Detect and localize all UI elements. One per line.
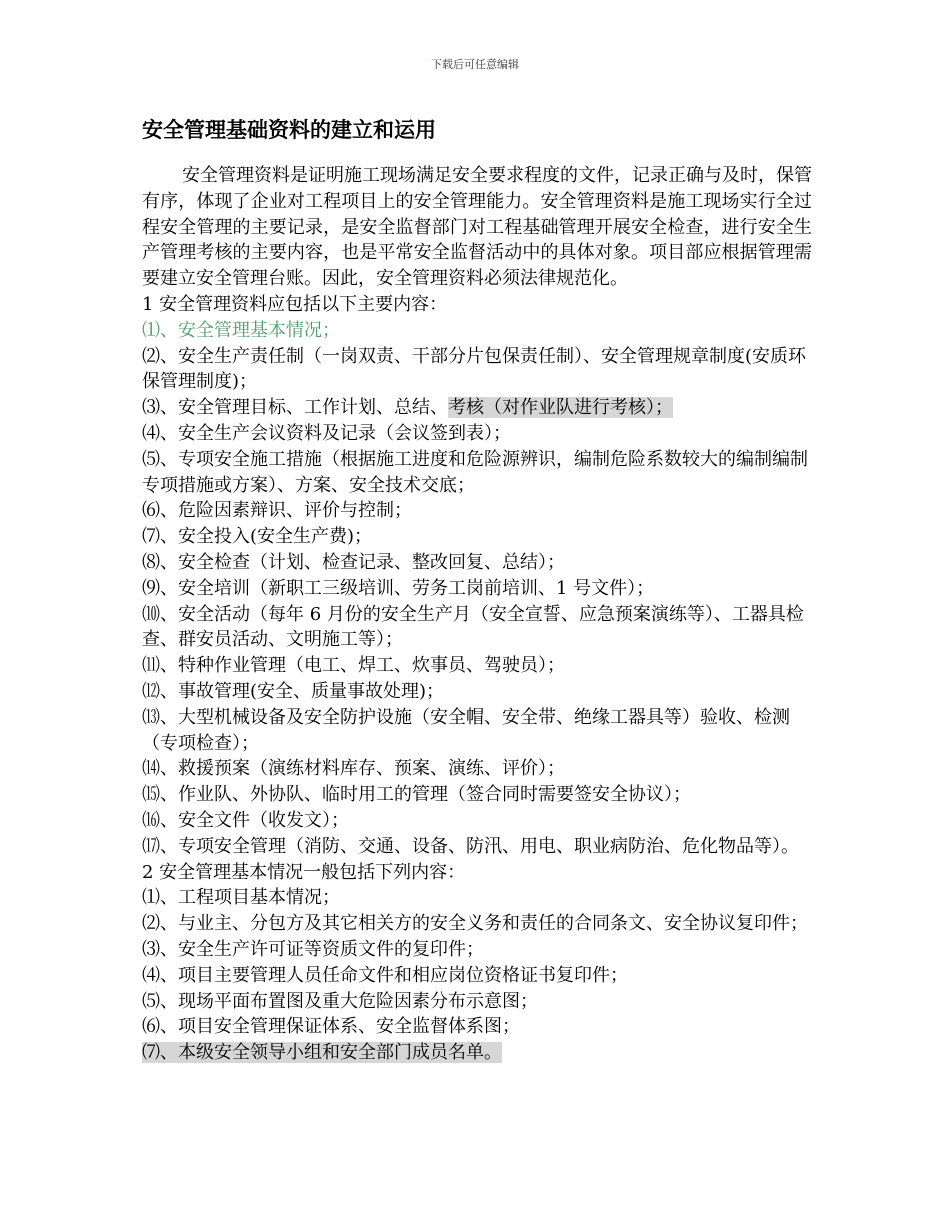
- section1-item-2: ⑵、安全生产责任制（一岗双责、干部分片包保责任制）、安全管理规章制度(安质环保管理制度)；: [142, 345, 807, 393]
- section1-item-3: [142, 395, 812, 421]
- section2-item-6: ⑹、项目安全管理保证体系、安全监督体系图；: [142, 1016, 520, 1038]
- section1-item-7: ⑺、安全投入(安全生产费)；: [142, 526, 373, 548]
- section1-item-3-text: ⑶、安全管理目标、工作计划、总结、: [142, 397, 448, 419]
- section1-item-5: ⑸、专项安全施工措施（根据施工进度和危险源辨识，编制危险系数较大的编制编制专项措施或方案）、方案、安全技术交底；: [142, 448, 808, 496]
- section1-item-10: ⑽、安全活动（每年 6 月份的安全生产月（安全宣誓、应急预案演练等）、工器具检查、群安员活动、文明施工等）；: [142, 603, 804, 651]
- section1-item-16: ⒃、安全文件（收发文）；: [142, 809, 349, 831]
- section1-item-4: ⑷、安全生产会议资料及记录（会议签到表）；: [142, 422, 511, 444]
- section1-item-17: ⒄、专项安全管理（消防、交通、设备、防汛、用电、职业病防治、危化物品等）。: [142, 835, 799, 857]
- section2-item-3: ⑶、安全生产许可证等资质文件的复印件；: [142, 938, 484, 960]
- section1-heading: 1 安全管理资料应包括以下主要内容：: [142, 293, 448, 315]
- section1-item-8: ⑻、安全检查（计划、检查记录、整改回复、总结）；: [142, 551, 565, 573]
- document-body: [142, 163, 812, 1066]
- document-title: 安全管理基础资料的建立和运用: [142, 118, 436, 142]
- section1-item-14: ⒁、救援预案（演练材料库存、预案、演练、评价）；: [142, 758, 565, 780]
- section1-item-1: ⑴、安全管理基本情况；: [142, 319, 340, 341]
- intro-paragraph: 安全管理资料是证明施工现场满足安全要求程度的文件，记录正确与及时，保管有序，体现了企业对工程项目上的安全管理能力。安全管理资料是施工现场实行全过程安全管理的主要记录，是安全监督部门对工程基础管理开展安全检查，进行安全生产管理考核的主要内容，也是平常安全监督活动中的具体对象。项目部应根据管理需要建立安全管理台账。因此，安全管理资料必须法律规范化。: [142, 165, 812, 290]
- section2-item-2: ⑵、与业主、分包方及其它相关方的安全义务和责任的合同条文、安全协议复印件；: [142, 913, 808, 935]
- section2-heading: 2 安全管理基本情况一般包括下列内容：: [142, 861, 466, 883]
- section1-item-15: ⒂、作业队、外协队、临时用工的管理（签合同时需要签安全协议）；: [142, 784, 691, 806]
- section2-item-4: ⑷、项目主要管理人员任命文件和相应岗位资格证书复印件；: [142, 964, 628, 986]
- section1-item-3-highlight: 考核（对作业队进行考核）；: [448, 397, 673, 419]
- section2-item-1: ⑴、工程项目基本情况；: [142, 887, 340, 909]
- section1-item-9: ⑼、安全培训（新职工三级培训、劳务工岗前培训、1 号文件）；: [142, 577, 655, 599]
- header-note: 下载后可任意编辑: [431, 58, 519, 71]
- section2-item-5: ⑸、现场平面布置图及重大危险因素分布示意图；: [142, 990, 538, 1012]
- section2-item-7-text: ⑺、本级安全领导小组和安全部门成员名单。: [142, 1042, 502, 1064]
- section2-item-7: [142, 1040, 812, 1066]
- section1-item-11: ⑾、特种作业管理（电工、焊工、炊事员、驾驶员）；: [142, 655, 565, 677]
- section1-item-12: ⑿、事故管理(安全、质量事故处理)；: [142, 680, 445, 702]
- section1-item-13: ⒀、大型机械设备及安全防护设施（安全帽、安全带、绝缘工器具等）验收、检测（专项检查）；: [142, 706, 790, 754]
- section1-item-6: ⑹、危险因素辩识、评价与控制；: [142, 500, 412, 522]
